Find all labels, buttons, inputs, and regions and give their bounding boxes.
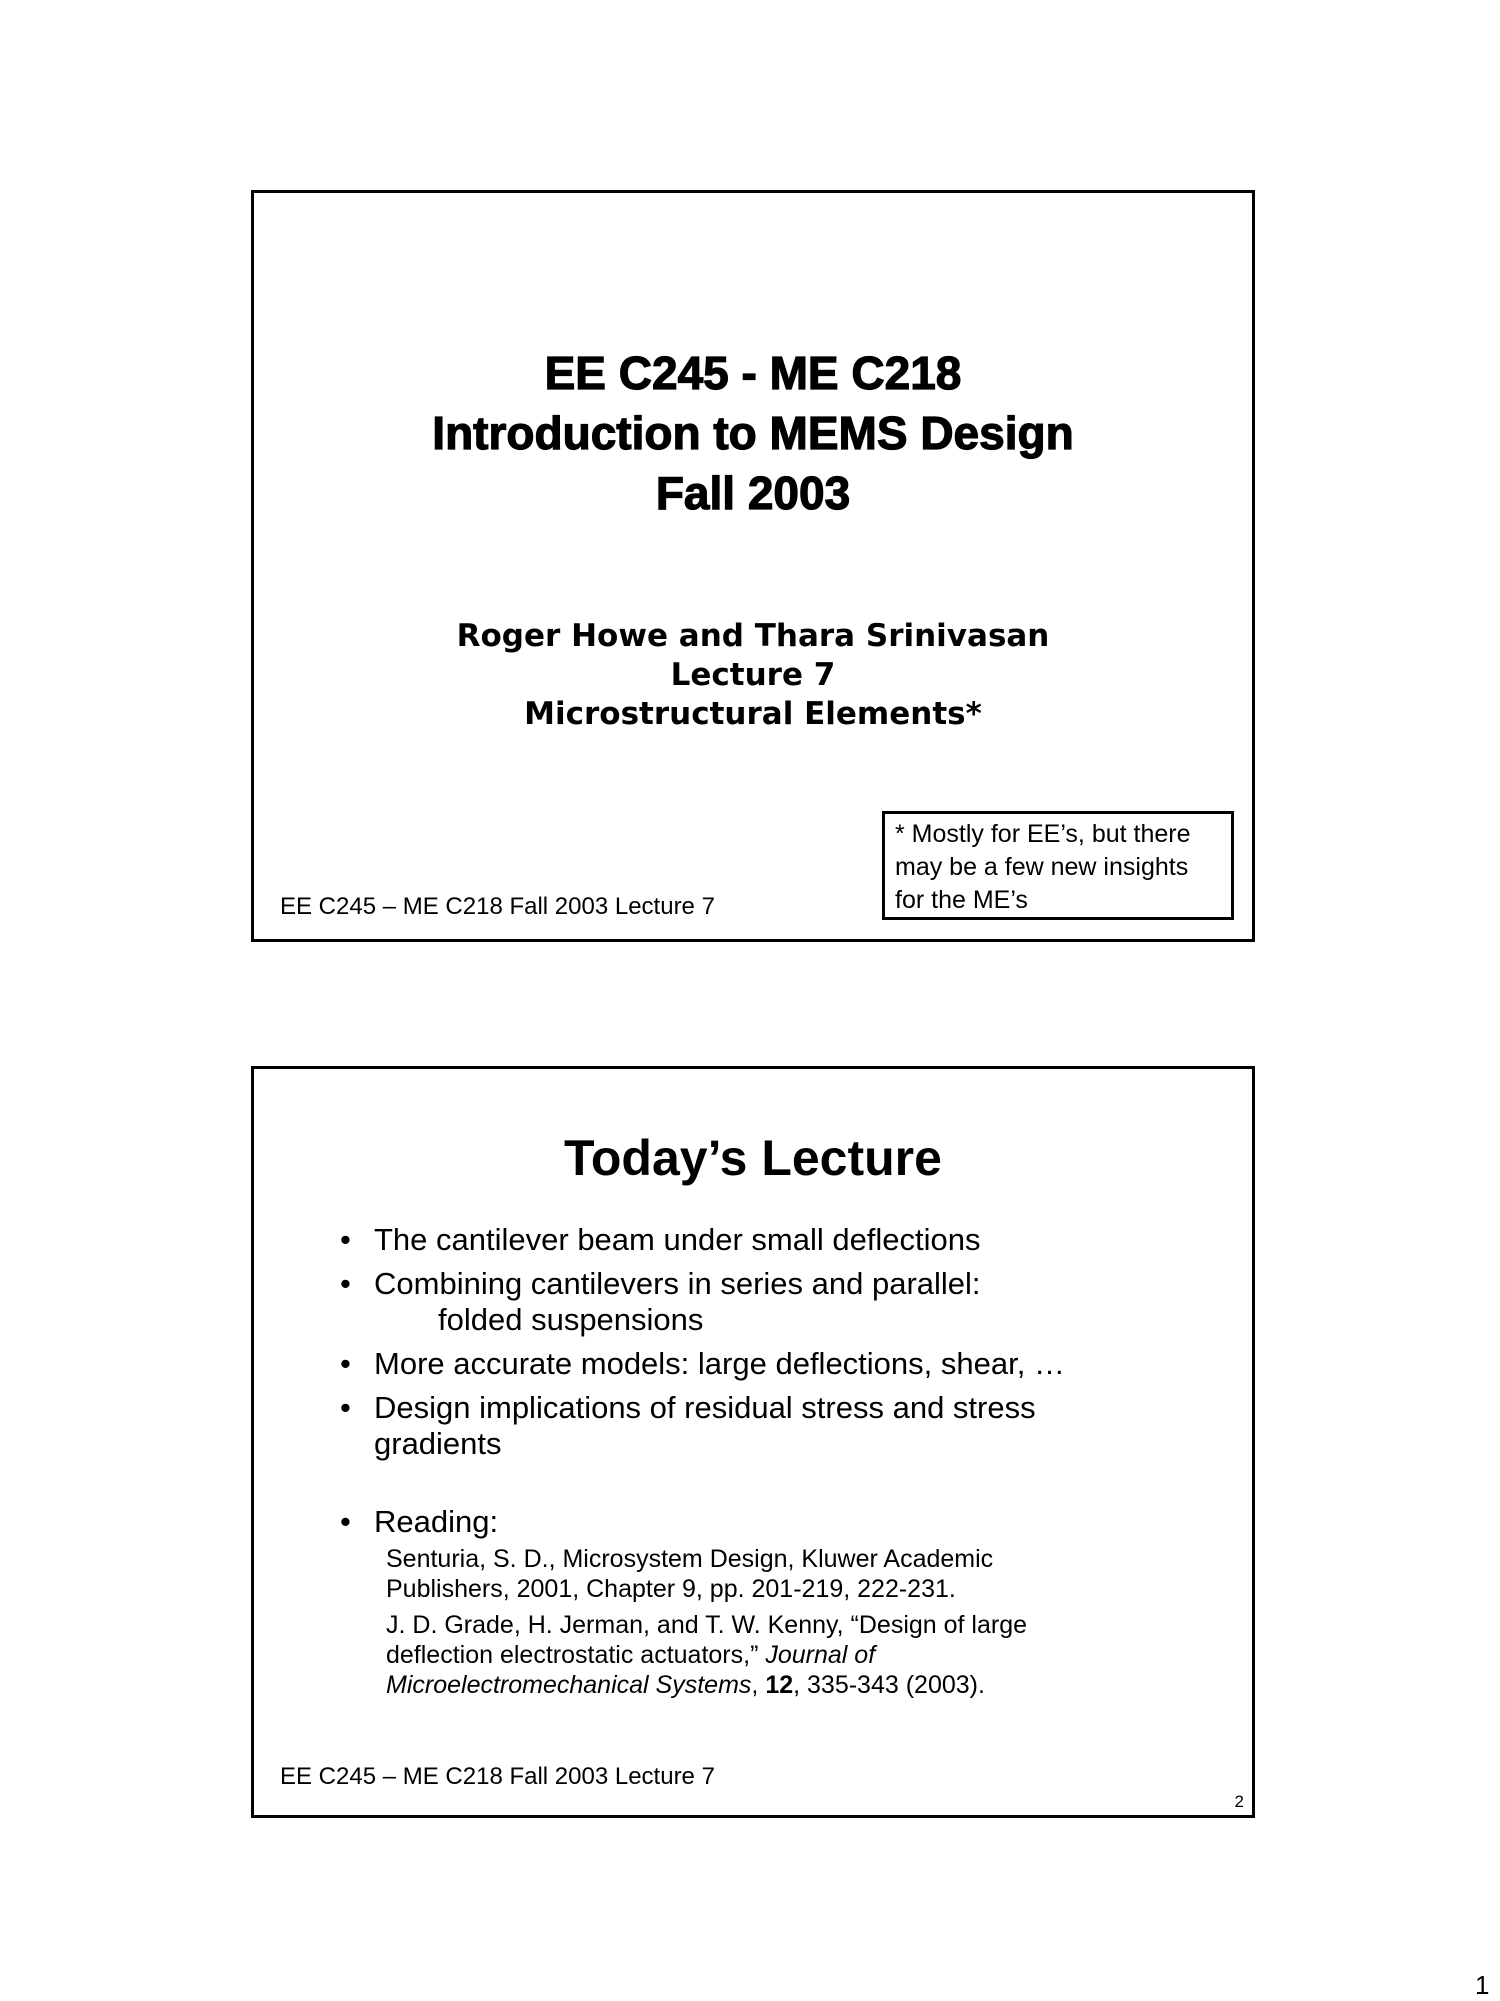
volume-number: 12	[765, 1671, 794, 1699]
slide2-footer: EE C245 – ME C218 Fall 2003 Lecture 7	[280, 1763, 715, 1790]
reading-list	[386, 1544, 1212, 1700]
reference-line	[386, 1640, 1212, 1670]
bullet-marker: •	[340, 1504, 351, 1539]
bullet-marker: •	[340, 1346, 351, 1381]
bullet-text: The cantilever beam under small deflections	[374, 1222, 981, 1257]
bullet-item	[334, 1346, 1212, 1382]
slide-number: 2	[1234, 1792, 1244, 1811]
bullet-text: Combining cantilevers in series and parallel:	[374, 1266, 981, 1301]
slide1-footer: EE C245 – ME C218 Fall 2003 Lecture 7	[280, 893, 715, 920]
note-line-2: may be a few new insights	[895, 853, 1189, 881]
journal-name: Journal of	[765, 1641, 876, 1669]
title-line-3: Fall 2003	[655, 467, 851, 519]
bullet-item	[334, 1390, 1212, 1462]
bullet-list	[334, 1222, 1212, 1706]
reference-line: Senturia, S. D., Microsystem Design, Kluwer Academic	[386, 1545, 994, 1573]
slide-1	[251, 190, 1255, 942]
footnote-box	[882, 811, 1234, 920]
reference-text: deflection electrostatic actuators,”	[386, 1641, 766, 1669]
bullet-item	[334, 1222, 1212, 1258]
reference-text: ,	[751, 1671, 766, 1699]
bullet-item	[334, 1504, 1212, 1540]
reference-line	[386, 1670, 1212, 1700]
lecture-topic: Microstructural Elements*	[524, 696, 982, 732]
reference-text: , 335-343 (2003).	[793, 1671, 985, 1699]
page-number: 1	[1475, 1970, 1490, 2000]
lecture-number: Lecture 7	[670, 657, 836, 693]
slide1-title	[254, 343, 1252, 523]
note-line-3: for the ME’s	[895, 886, 1028, 914]
reference-item	[386, 1610, 1212, 1700]
title-line-1: EE C245 - ME C218	[544, 347, 962, 399]
bullet-item	[334, 1266, 1212, 1338]
bullet-text: Design implications of residual stress and stress	[374, 1390, 1036, 1425]
bullet-continuation: folded suspensions	[438, 1302, 704, 1337]
bullet-marker: •	[340, 1222, 351, 1257]
bullet-marker: •	[340, 1390, 351, 1425]
reference-line: J. D. Grade, H. Jerman, and T. W. Kenny, “Design of large	[386, 1611, 1028, 1639]
slide-2	[251, 1066, 1255, 1818]
reference-line: Publishers, 2001, Chapter 9, pp. 201-219, 222-231.	[386, 1575, 956, 1603]
bullet-marker: •	[340, 1266, 351, 1301]
bullet-text: Reading:	[374, 1504, 499, 1539]
title-line-2: Introduction to MEMS Design	[432, 407, 1074, 459]
bullet-wrap: gradients	[374, 1426, 502, 1461]
authors: Roger Howe and Thara Srinivasan	[456, 618, 1050, 654]
note-line-1: * Mostly for EE’s, but there	[895, 820, 1191, 848]
journal-name: Microelectromechanical Systems	[386, 1671, 752, 1699]
slide2-title: Today’s Lecture	[564, 1130, 942, 1186]
bullet-text: More accurate models: large deflections, shear, …	[374, 1346, 1065, 1381]
reference-item	[386, 1544, 1212, 1604]
slide1-subtitle	[254, 617, 1252, 734]
